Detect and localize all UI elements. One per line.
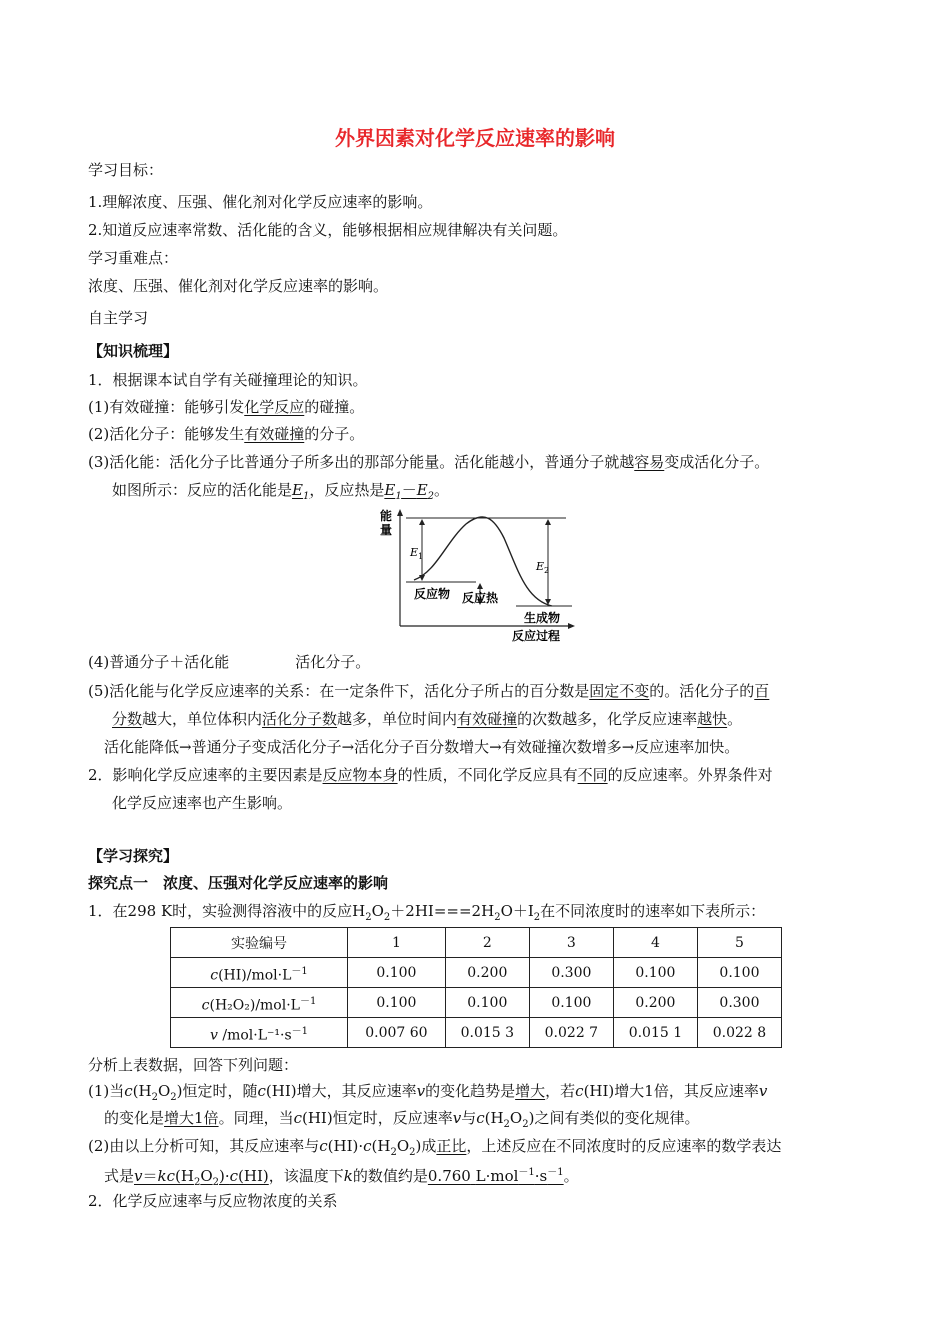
page-title: 外界因素对化学反应速率的影响 xyxy=(335,126,615,150)
row-label-c-hi: $c(HI)/mol\cdot L^{-1}$ xyxy=(171,958,348,988)
answer-activated-count: 活化分子数 xyxy=(262,710,338,728)
answer-faster: 越快 xyxy=(697,710,728,728)
activated-molecule-line: (2)活化分子：能够发生有效碰撞的分子。 xyxy=(88,425,365,443)
row-label-c-h2o2: $c(H_2O_2)/mol\cdot L^{-1}$ xyxy=(171,988,348,1018)
table-cell: 0.300 xyxy=(529,958,613,988)
table-header-cell: 4 xyxy=(613,928,697,958)
knowledge-heading: 【知识梳理】 xyxy=(88,342,179,360)
e1-label: $E_1$ xyxy=(410,546,424,561)
analysis-prompt: 分析上表数据，回答下列问题： xyxy=(88,1056,299,1074)
analysis-q1-line-1: (1)当$c(H_2O_2)$恒定时，随c(HI)增大，其反应速率v的变化趋势是增大，若c(HI)增大1倍，其反应速率v xyxy=(88,1082,768,1103)
exploration-heading: 【学习探究】 xyxy=(88,847,179,865)
answer-effective-collision-2: 有效碰撞 xyxy=(457,710,518,728)
table-header-cell: 1 xyxy=(348,928,446,958)
table-header-cell: 5 xyxy=(697,928,781,958)
table-cell: 0.007 60 xyxy=(348,1018,446,1048)
table-cell: 0.100 xyxy=(348,988,446,1018)
answer-chemical-reaction: 化学反应 xyxy=(244,398,305,416)
difficulty-text: 浓度、压强、催化剂对化学反应速率的影响。 xyxy=(88,277,389,295)
exploration-point-1: 探究点一 浓度、压强对化学反应速率的影响 xyxy=(88,874,389,892)
activation-chain-line: 活化能降低→普通分子变成活化分子→活化分子百分数增大→有效碰撞次数增多→反应速率加快。 xyxy=(104,738,740,756)
answer-proportional: 正比 xyxy=(436,1137,467,1155)
heat-label: 反应热 xyxy=(462,591,499,605)
knowledge-item-1: 1．根据课本试自学有关碰撞理论的知识。 xyxy=(88,371,368,389)
product-label: 生成物 xyxy=(524,611,561,625)
table-row xyxy=(171,958,782,988)
e2-label: $E_2$ xyxy=(536,560,550,575)
main-factor-line: 2．影响化学反应速率的主要因素是反应物本身的性质，不同化学反应具有不同的反应速率。外界条件对 xyxy=(88,766,773,784)
answer-k-value: 0.760 $L\cdot mol^{-1}\cdot s^{-1}$ xyxy=(427,1167,564,1185)
table-cell: 0.300 xyxy=(697,988,781,1018)
activation-energy-line: (3)活化能：活化分子比普通分子所多出的那部分能量。活化能越小，普通分子就越容易变成活化分子。 xyxy=(88,453,770,471)
x-axis-label: 反应过程 xyxy=(512,629,561,643)
y-axis-arrow xyxy=(397,509,403,516)
reactant-label: 反应物 xyxy=(414,587,451,601)
table-header-row xyxy=(171,928,782,958)
activation-equation-line: (4)普通分子＋活化能 活化分子。 xyxy=(88,653,371,671)
table-header-cell: 实验编号 xyxy=(171,928,348,958)
answer-rate-expression: $v=kc(H_2O_2)\cdot c(HI)$ xyxy=(134,1167,269,1188)
answer-different: 不同 xyxy=(577,766,608,784)
y-axis-label-2: 量 xyxy=(380,523,393,537)
y-axis-label-1: 能 xyxy=(380,509,393,523)
analysis-q2-line-2: 式是$v=kc(H_2O_2)\cdot c(HI)$，该温度下k的数值约是0.760 $L\cdot mol^{-1}\cdot s^{-1}$。 xyxy=(104,1167,579,1188)
table-cell: 0.200 xyxy=(445,958,529,988)
x-axis-arrow xyxy=(568,623,575,629)
diagram-caption-line: 如图所示：反应的活化能是$E_1$，反应热是$E_1-E_2$。 xyxy=(112,481,450,502)
table-cell: 0.100 xyxy=(529,988,613,1018)
table-cell: 0.100 xyxy=(697,958,781,988)
effective-collision-line: (1)有效碰撞：能够引发化学反应的碰撞。 xyxy=(88,398,365,416)
answer-double: 增大1倍 xyxy=(164,1109,219,1127)
table-cell: 0.015 1 xyxy=(613,1018,697,1048)
answer-percent-a: 百 xyxy=(754,682,770,700)
objective-1: 1.理解浓度、压强、催化剂对化学反应速率的影响。 xyxy=(88,193,433,211)
self-study-heading: 自主学习 xyxy=(88,309,149,327)
answer-reactant-nature: 反应物本身 xyxy=(322,766,398,784)
table-cell: 0.100 xyxy=(445,988,529,1018)
rate-relation-line-2: 分数越大，单位体积内活化分子数越多，单位时间内有效碰撞的次数越多，化学反应速率越快。 xyxy=(112,710,743,728)
analysis-q1-line-2: 的变化是增大1倍。同理，当c(HI)恒定时，反应速率v与$c(H_2O_2)$之间有类似的变化规律。 xyxy=(104,1109,700,1130)
answer-effective-collision: 有效碰撞 xyxy=(244,425,305,443)
table-cell: 0.022 7 xyxy=(529,1018,613,1048)
table-row xyxy=(171,988,782,1018)
energy-diagram xyxy=(376,508,576,644)
table-cell: 0.100 xyxy=(348,958,446,988)
answer-e1: $E_1$ xyxy=(292,481,310,502)
rate-data-table xyxy=(170,927,782,1048)
row-label-v: v $/mol\cdot L^{-1}\cdot s^{-1}$ xyxy=(171,1018,348,1048)
table-cell: 0.015 3 xyxy=(445,1018,529,1048)
analysis-q2-line-1: (2)由以上分析可知，其反应速率与$c(HI)\cdot c(H_2O_2)$成正比，上述反应在不同浓度时的反应速率的数学表达 xyxy=(88,1137,782,1158)
rate-relation-line-1: (5)活化能与化学反应速率的关系：在一定条件下，活化分子所占的百分数是固定不变的。活化分子的百 xyxy=(88,682,770,700)
rate-concentration-heading: 2．化学反应速率与反应物浓度的关系 xyxy=(88,1192,338,1210)
difficulty-heading: 学习重难点： xyxy=(88,249,179,267)
table-cell: 0.022 8 xyxy=(697,1018,781,1048)
answer-increase: 增大 xyxy=(515,1082,546,1100)
table-header-cell: 2 xyxy=(445,928,529,958)
answer-e1-minus-e2: $E_1-E_2$ xyxy=(384,481,435,502)
table-cell: 0.200 xyxy=(613,988,697,1018)
answer-fixed: 固定不变 xyxy=(589,682,650,700)
table-row xyxy=(171,1018,782,1048)
table-header-cell: 3 xyxy=(529,928,613,958)
objectives-heading: 学习目标： xyxy=(88,161,164,179)
objective-2: 2.知道反应速率常数、活化能的含义，能够根据相应规律解决有关问题。 xyxy=(88,221,568,239)
table-cell: 0.100 xyxy=(613,958,697,988)
answer-easy: 容易 xyxy=(634,453,665,471)
experiment-intro-line: 1．在298 K时，实验测得溶液中的反应$H_2O_2+2HI===2H_2O+I_2$在不同浓度时的速率如下表所示： xyxy=(88,902,766,923)
answer-percent-b: 分数 xyxy=(112,710,143,728)
main-factor-line-2: 化学反应速率也产生影响。 xyxy=(112,794,293,812)
